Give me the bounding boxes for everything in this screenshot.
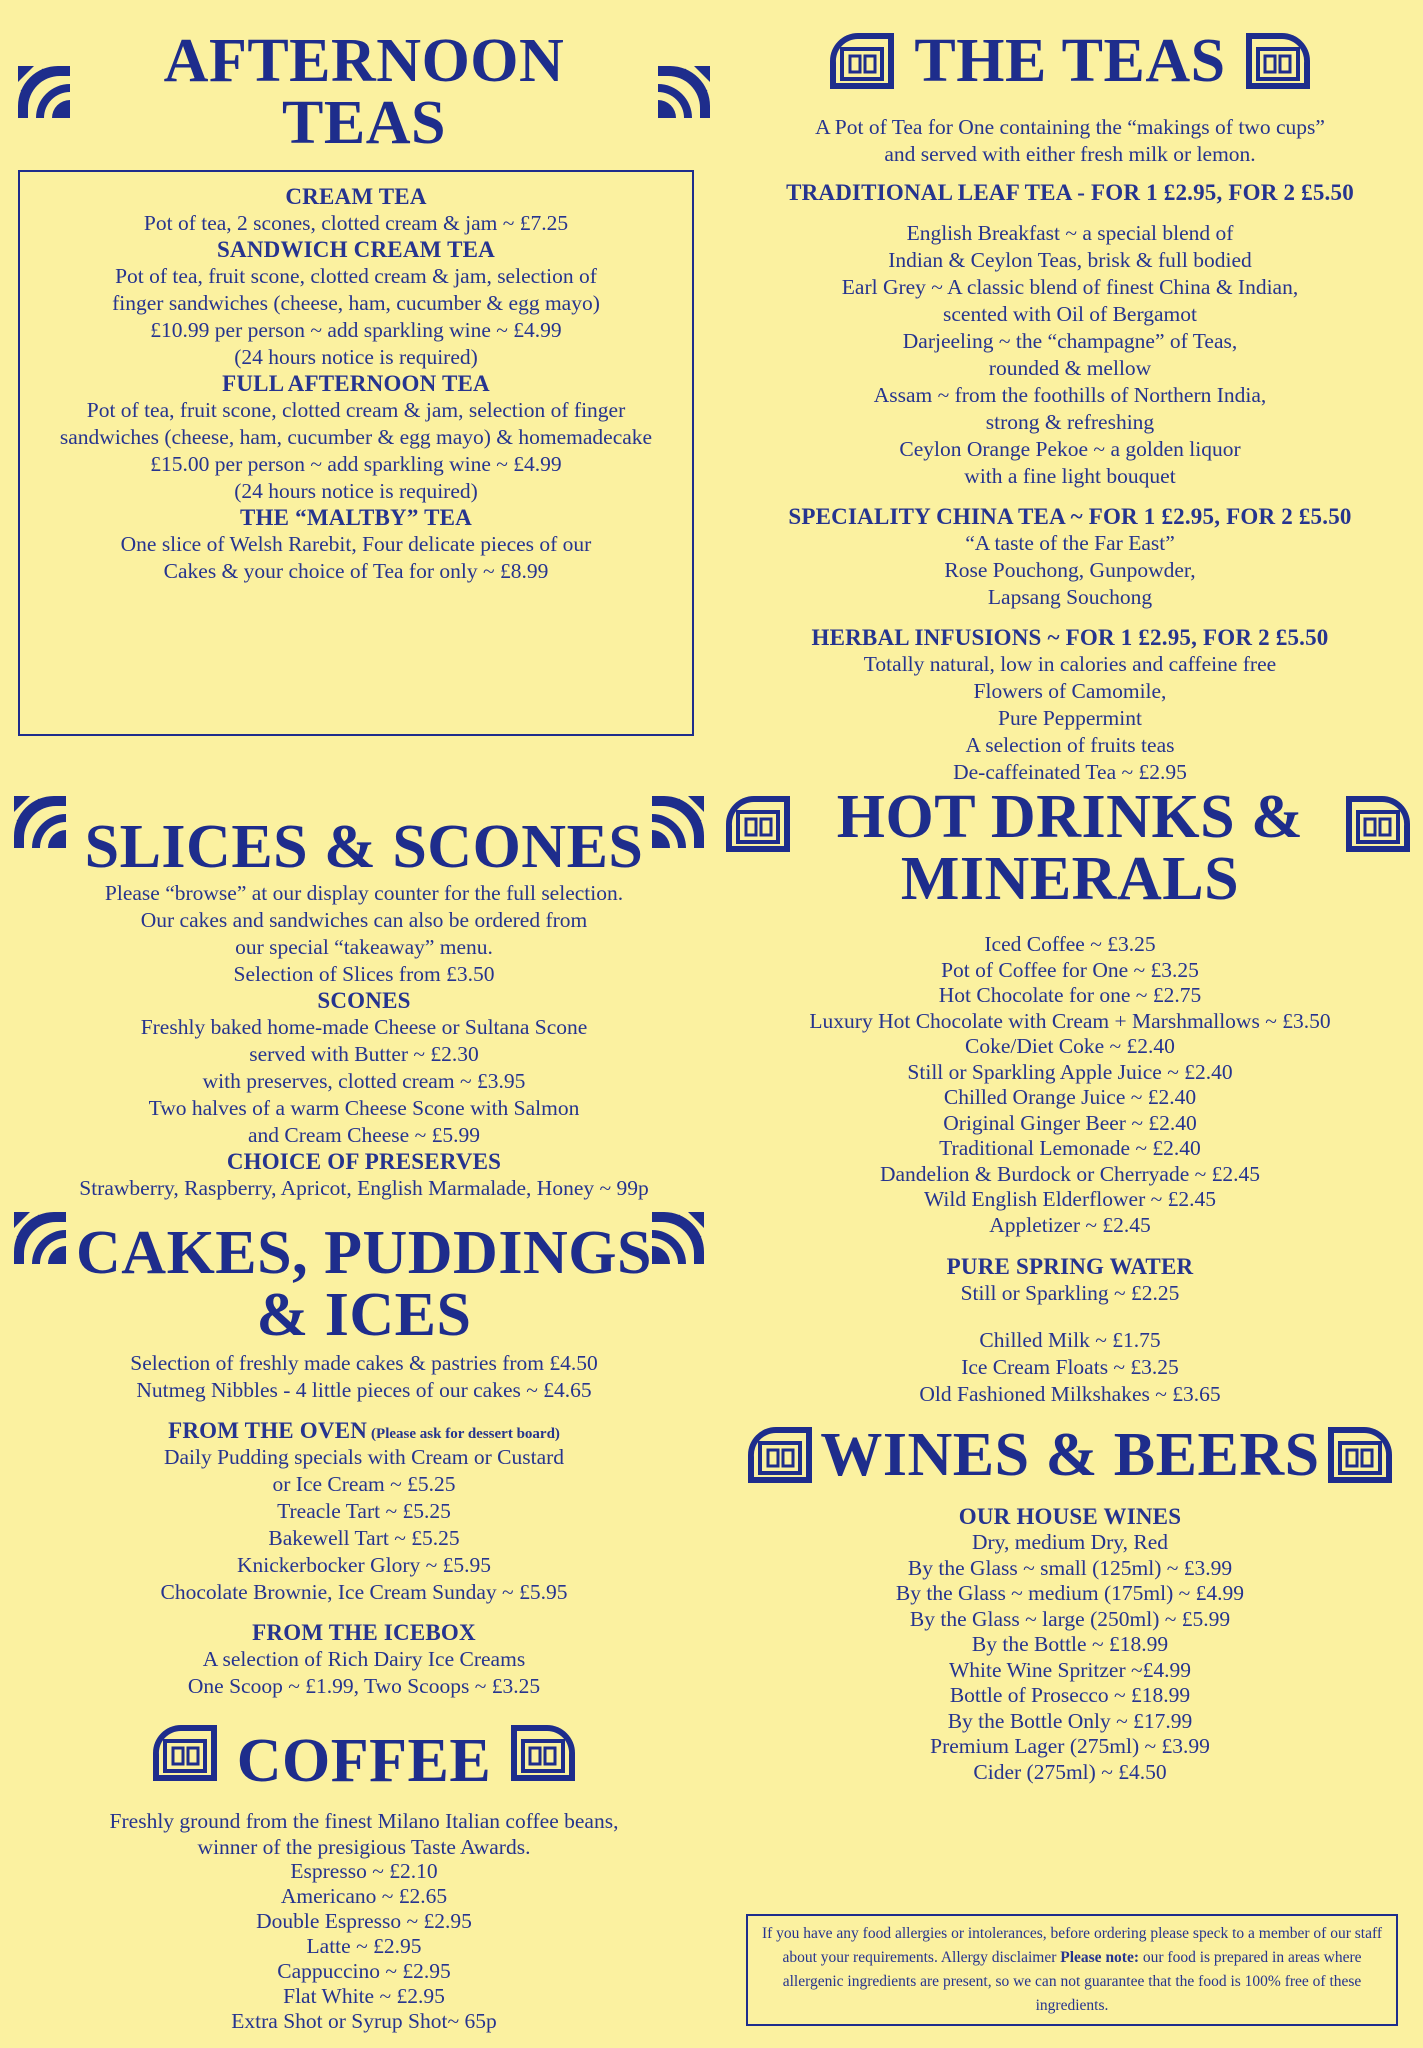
slices-heading: SLICES & SCONES [84, 813, 644, 881]
china-title: SPECIALITY CHINA TEA ~ FOR 1 £2.95, FOR 2 £5.50 [788, 504, 1352, 529]
item-title: THE “MALTBY” TEA [240, 505, 472, 530]
arch-meander-icon [1326, 1425, 1394, 1485]
cakes-section: CAKES, PUDDINGS & ICES Selection of freshly made cakes & pastries from £4.50 Nutmeg Nibbles - 4 little pieces of our cakes ~ £4.65 FROM THE OVEN (Please ask for dessert board) Daily Pudding specials with Cream or Custard or Ice Cream ~ £5.25 Treacle Tart ~ £5.25 Bakewell Tart ~ £5.25 Knickerbocker Glory ~ £5.95 Chocolate Brownie, Ice Cream Sunday ~ £5.95 FROM THE ICEBOX A selection of Rich Dairy Ice Creams One Scoop ~ £1.99, Two Scoops ~ £3.25 [14, 1208, 714, 1700]
oven-title: FROM THE OVEN [168, 1418, 368, 1443]
allergy-notice: If you have any food allergies or intolerances, before ordering please speck to a member of our staff about your requirements. Allergy disclaimer Please note: our food is prepared in areas where allergenic ingredients are present, so we can not guarantee that the food is 100% free of these ingredients. [746, 1914, 1398, 2026]
arch-meander-icon [746, 1425, 814, 1485]
menu-item: CREAM TEA Pot of tea, 2 scones, clotted cream & jam ~ £7.25 [26, 184, 686, 237]
left-column [14, 27, 714, 2034]
icebox-title: FROM THE ICEBOX [252, 1620, 476, 1645]
fan-deco-icon [14, 62, 74, 122]
preserves-title: CHOICE OF PRESERVES [226, 1149, 502, 1174]
cakes-heading: CAKES, PUDDINGS & ICES [76, 1219, 652, 1349]
afternoon-teas-box [18, 170, 694, 736]
item-title: FULL AFTERNOON TEA [222, 371, 490, 396]
traditional-title: TRADITIONAL LEAF TEA - FOR 1 £2.95, FOR 2 £5.50 [786, 180, 1354, 205]
fan-deco-icon [654, 62, 714, 122]
slices-section: SLICES & SCONES Please “browse” at our display counter for the full selection. Our cakes and sandwiches can also be ordered from our special “takeaway” menu. Selection of Slices from £3.50 SCONES Freshly baked home-made Cheese or Sultana Scone served with Butter ~ £2.30 with preserves, clotted cream ~ £3.95 Two halves of a warm Cheese Scone with Salmon and Cream Cheese ~ £5.99 CHOICE OF PRESERVES Strawberry, Raspberry, Apricot, English Marmalade, Honey ~ 99p [14, 798, 714, 1202]
arch-meander-icon [828, 31, 896, 91]
menu-item: SANDWICH CREAM TEA Pot of tea, fruit scone, clotted cream & jam, selection of finger sandwiches (cheese, ham, cucumber & egg mayo) £10.99 per person ~ add sparkling wine ~ £4.99 (24 hours notice is required) [26, 237, 686, 371]
arch-meander-icon [509, 1723, 577, 1783]
fan-deco-icon [648, 792, 708, 852]
menu-item: FULL AFTERNOON TEA Pot of tea, fruit scone, clotted cream & jam, selection of finger sandwiches (cheese, ham, cucumber & egg mayo) & homemadecake £15.00 per person ~ add sparkling wine ~ £4.99 (24 hours notice is required) [26, 371, 686, 505]
coffee-heading: COFFEE [14, 1714, 714, 1792]
arch-meander-icon [724, 794, 792, 854]
arch-meander-icon [151, 1723, 219, 1783]
fan-deco-icon [648, 1208, 708, 1268]
afternoon-teas-heading: AFTERNOON TEAS [14, 30, 714, 154]
water-title: PURE SPRING WATER [946, 1254, 1194, 1279]
house-wines-title: OUR HOUSE WINES [958, 1504, 1182, 1529]
hot-drinks-section: HOT DRINKS & MINERALS Iced Coffee ~ £3.25 Pot of Coffee for One ~ £3.25 Hot Chocolate for one ~ £2.75 Luxury Hot Chocolate with Cream + Marshmallows ~ £3.50 Coke/Diet Coke ~ £2.40 Still or Sparkling Apple Juice ~ £2.40 Chilled Orange Juice ~ £2.40 Original Ginger Beer ~ £2.40 Traditional Lemonade ~ £2.40 Dandelion & Burdock or Cherryade ~ £2.45 Wild English Elderflower ~ £2.45 Appletizer ~ £2.45 PURE SPRING WATER Still or Sparkling ~ £2.25 Chilled Milk ~ £1.75 Ice Cream Floats ~ £3.25 Old Fashioned Milkshakes ~ £3.65 [740, 786, 1400, 1408]
wines-section: WINES & BEERS OUR HOUSE WINES Dry, medium Dry, Red By the Glass ~ small (125ml) ~ £3.99 By the Glass ~ medium (175ml) ~ £4.99 By the Glass ~ large (250ml) ~ £5.99 By the Bottle ~ £18.99 White Wine Spritzer ~£4.99 Bottle of Prosecco ~ £18.99 By the Bottle Only ~ £17.99 Premium Lager (275ml) ~ £3.99 Cider (275ml) ~ £4.50 [740, 1424, 1400, 1785]
teas-heading: THE TEAS [740, 30, 1400, 92]
scones-title: SCONES [317, 988, 411, 1013]
item-title: SANDWICH CREAM TEA [217, 237, 495, 262]
coffee-section: COFFEE Freshly ground from the finest Milano Italian coffee beans, winner of the presigious Taste Awards. Espresso ~ £2.10 Americano ~ £2.65 Double Espresso ~ £2.95 Latte ~ £2.95 Cappuccino ~ £2.95 Flat White ~ £2.95 Extra Shot or Syrup Shot~ 65p [14, 1714, 714, 2034]
arch-meander-icon [1244, 31, 1312, 91]
arch-meander-icon [1344, 794, 1412, 854]
herbal-title: HERBAL INFUSIONS ~ FOR 1 £2.95, FOR 2 £5.50 [811, 625, 1329, 650]
fan-deco-icon [10, 1208, 70, 1268]
menu-item: THE “MALTBY” TEA One slice of Welsh Rarebit, Four delicate pieces of our Cakes & your choice of Tea for only ~ £8.99 [26, 505, 686, 585]
hot-drinks-heading: HOT DRINKS & MINERALS [836, 783, 1304, 913]
fan-deco-icon [10, 792, 70, 852]
wines-heading: WINES & BEERS [740, 1424, 1400, 1486]
item-title: CREAM TEA [285, 184, 427, 209]
right-column: THE TEAS A Pot of Tea for One containing the “makings of two cups” and served with either fresh milk or lemon. TRADITIONAL LEAF TEA - FOR 1 £2.95, FOR 2 £5.50 English Breakfast ~ a special blend of Indian & Ceylon Teas, brisk & full bodied Earl Grey ~ A classic blend of finest China & Indian, scented with Oil of Bergamot Darjeeling ~ the “champagne” of Teas, rounded & mellow Assam ~ from the foothills of Northern India, strong & refreshing Ceylon Orange Pekoe ~ a golden liquor with a fine light bouquet SPECIALITY CHINA TEA ~ FOR 1 £2.95, FOR 2 £5.50 “A taste of the Far East” Rose Pouchong, Gunpowder, Lapsang Souchong HERBAL INFUSIONS ~ FOR 1 £2.95, FOR 2 £5.50 Totally natural, low in calories and caffeine free Flowers of Camomile, Pure Peppermint A selection of fruits teas De-caffeinated Tea ~ £2.95 HOT DRINKS & MINERALS Iced Coffee ~ £3.25 Pot of Coffee for One ~ £3.25 Hot Chocolate for one ~ £2.75 Luxury Hot Chocolate with Cream + Marshmallows ~ £3.50 Coke/Diet Coke ~ £2.40 Still or Sparkling Apple Juice ~ £2.40 Chilled Orange Juice ~ £2.40 Original Ginger Beer ~ £2.40 Traditional Lemonade ~ £2.40 Dandelion & Burdock or Cherryade ~ £2.45 Wild English Elderflower ~ £2.45 Appletizer ~ £2.45 PURE SPRING WATER Still or Sparkling ~ £2.25 Chilled Milk ~ £1.75 Ice Cream Floats ~ £3.25 Old Fashioned Milkshakes ~ £3.65 WINES & BEERS OUR HOUSE WINES Dry, medium Dry, Red By the Glass ~ small (125ml) ~ £3.99 By the Glass ~ medium (175ml) ~ £4.99 By the Glass ~ large (250ml) ~ £5.99 By the Bottle ~ £18.99 White Wine Spritzer ~£4.99 Bottle of Prosecco ~ £18.99 By the Bottle Only ~ £17.99 Premium Lager (275ml) ~ £3.99 Cider (275ml) ~ £4.50 [740, 30, 1400, 1785]
